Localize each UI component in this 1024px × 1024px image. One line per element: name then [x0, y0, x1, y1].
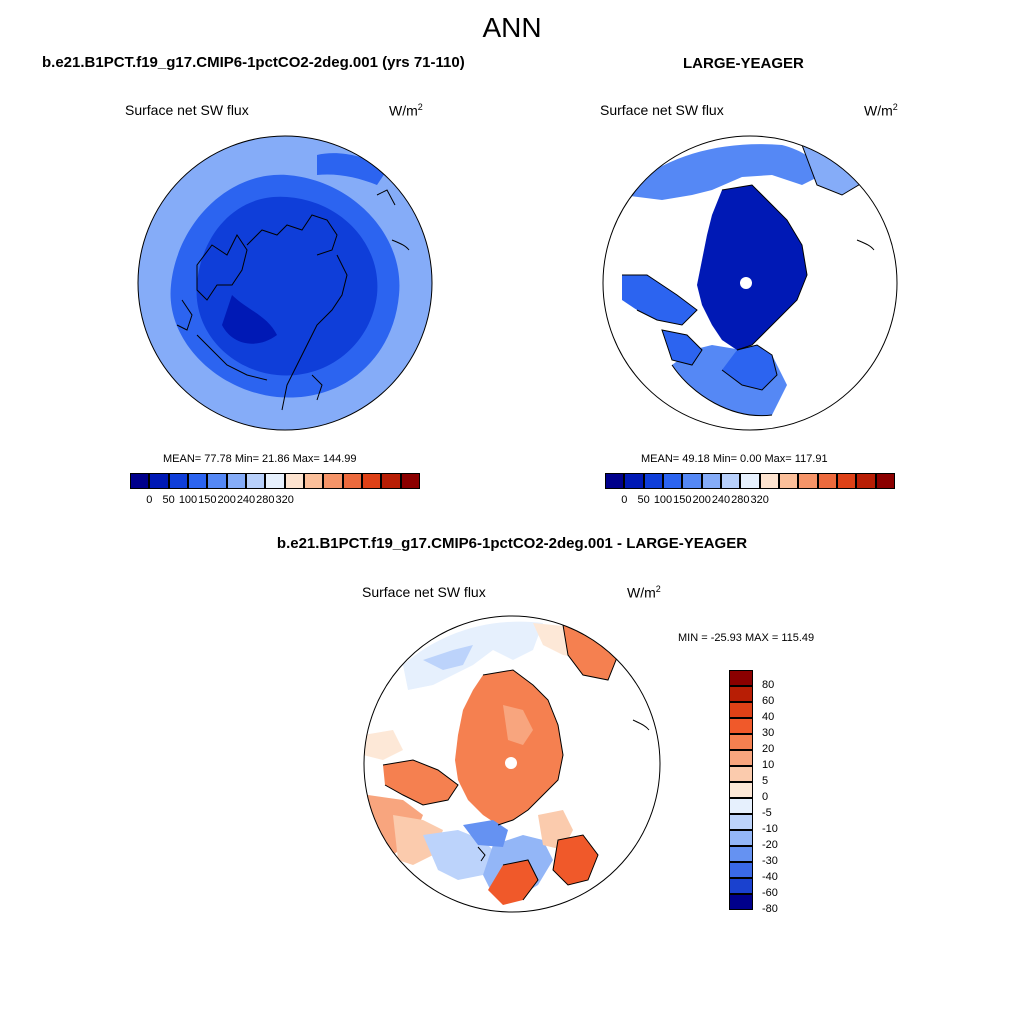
- panel-2-stats: MEAN= 49.18 Min= 0.00 Max= 117.91: [641, 453, 828, 465]
- colorbar-swatch: [760, 473, 779, 489]
- colorbar-swatch: [729, 894, 753, 910]
- panel-2-variable-label: Surface net SW flux: [600, 102, 724, 118]
- panel-3-polar-map: [363, 615, 661, 913]
- colorbar-tick-label: 320: [750, 494, 769, 506]
- panel-2-units: $W/m^2$: [864, 102, 898, 119]
- colorbar-tick-label: -30: [762, 855, 778, 867]
- colorbar-swatch: [729, 670, 753, 686]
- panel-3-case-title: b.e21.B1PCT.f19_g17.CMIP6-1pctCO2-2deg.001 - LARGE-YEAGER: [276, 535, 748, 552]
- panel-1-polar-map: [137, 135, 433, 431]
- colorbar-tick-label: 240: [236, 494, 256, 506]
- colorbar-swatch: [323, 473, 342, 489]
- colorbar-swatch: [729, 798, 753, 814]
- colorbar-swatch: [227, 473, 246, 489]
- colorbar-swatch: [362, 473, 381, 489]
- colorbar-swatch: [605, 473, 624, 489]
- colorbar-tick-label: 320: [275, 494, 294, 506]
- colorbar-swatch: [721, 473, 740, 489]
- colorbar-swatch: [729, 862, 753, 878]
- colorbar-swatch: [663, 473, 682, 489]
- colorbar-swatch: [304, 473, 323, 489]
- panel-1-colorbar-ticks: [130, 494, 420, 508]
- colorbar-tick-label: 30: [762, 727, 775, 739]
- colorbar-swatch: [729, 878, 753, 894]
- colorbar-tick-label: 0: [762, 791, 769, 803]
- colorbar-tick-label: 20: [762, 743, 775, 755]
- panel-2-polar-map: [602, 135, 898, 431]
- colorbar-swatch: [130, 473, 149, 489]
- colorbar-swatch: [169, 473, 188, 489]
- colorbar-tick-label: 240: [711, 494, 731, 506]
- colorbar-swatch: [729, 686, 753, 702]
- colorbar-swatch: [207, 473, 226, 489]
- colorbar-swatch: [729, 750, 753, 766]
- colorbar-swatch: [729, 702, 753, 718]
- colorbar-tick-label: -40: [762, 871, 778, 883]
- panel-3-stats: MIN = -25.93 MAX = 115.49: [678, 632, 815, 644]
- panel-1-case-title: b.e21.B1PCT.f19_g17.CMIP6-1pctCO2-2deg.001 (yrs 71-110): [42, 54, 465, 71]
- panel-3-colorbar-ticks: [760, 670, 800, 915]
- panel-1-units: $W/m^2$: [389, 102, 423, 119]
- colorbar-tick-label: 200: [217, 494, 236, 506]
- panel-3-variable-label: Surface net SW flux: [362, 584, 486, 600]
- colorbar-swatch: [265, 473, 284, 489]
- colorbar-swatch: [285, 473, 304, 489]
- colorbar-swatch: [343, 473, 362, 489]
- colorbar-swatch: [624, 473, 643, 489]
- colorbar-swatch: [798, 473, 817, 489]
- colorbar-swatch: [188, 473, 207, 489]
- colorbar-tick-label: -20: [762, 839, 778, 851]
- panel-2-colorbar-ticks: [605, 494, 895, 508]
- colorbar-swatch: [729, 766, 753, 782]
- colorbar-tick-label: -10: [762, 823, 778, 835]
- colorbar-swatch: [246, 473, 265, 489]
- colorbar-swatch: [381, 473, 400, 489]
- colorbar-swatch: [729, 814, 753, 830]
- colorbar-swatch: [729, 718, 753, 734]
- page-title: ANN: [482, 12, 542, 43]
- colorbar-tick-label: 150: [673, 494, 692, 506]
- colorbar-swatch: [856, 473, 875, 489]
- panel-3-colorbar: [729, 670, 753, 910]
- panel-1-variable-label: Surface net SW flux: [125, 102, 249, 118]
- colorbar-tick-label: 60: [762, 695, 775, 707]
- colorbar-tick-label: 50: [162, 494, 175, 506]
- colorbar-tick-label: 0: [621, 494, 628, 506]
- colorbar-tick-label: 40: [762, 711, 775, 723]
- colorbar-tick-label: -60: [762, 887, 778, 899]
- colorbar-tick-label: 0: [146, 494, 153, 506]
- colorbar-tick-label: -80: [762, 903, 778, 915]
- colorbar-swatch: [401, 473, 420, 489]
- colorbar-tick-label: -5: [762, 807, 772, 819]
- colorbar-tick-label: 280: [256, 494, 275, 506]
- colorbar-swatch: [779, 473, 798, 489]
- colorbar-tick-label: 280: [731, 494, 750, 506]
- colorbar-tick-label: 200: [692, 494, 711, 506]
- colorbar-swatch: [682, 473, 701, 489]
- colorbar-swatch: [149, 473, 168, 489]
- colorbar-tick-label: 100: [653, 494, 673, 506]
- colorbar-tick-label: 100: [178, 494, 198, 506]
- panel-2-case-title: LARGE-YEAGER: [683, 55, 804, 72]
- colorbar-swatch: [740, 473, 759, 489]
- colorbar-tick-label: 5: [762, 775, 769, 787]
- colorbar-swatch: [644, 473, 663, 489]
- colorbar-swatch: [729, 846, 753, 862]
- panel-1-stats: MEAN= 77.78 Min= 21.86 Max= 144.99: [163, 453, 357, 465]
- colorbar-swatch: [818, 473, 837, 489]
- colorbar-tick-label: 10: [762, 759, 775, 771]
- panel-2-colorbar: [605, 473, 895, 489]
- colorbar-tick-label: 150: [198, 494, 217, 506]
- panel-3-units: $W/m^2$: [627, 584, 661, 601]
- panel-1-colorbar: [130, 473, 420, 489]
- colorbar-swatch: [702, 473, 721, 489]
- colorbar-swatch: [729, 830, 753, 846]
- colorbar-swatch: [876, 473, 895, 489]
- colorbar-tick-label: 50: [637, 494, 650, 506]
- colorbar-swatch: [729, 734, 753, 750]
- colorbar-swatch: [729, 782, 753, 798]
- colorbar-tick-label: 80: [762, 679, 775, 691]
- colorbar-swatch: [837, 473, 856, 489]
